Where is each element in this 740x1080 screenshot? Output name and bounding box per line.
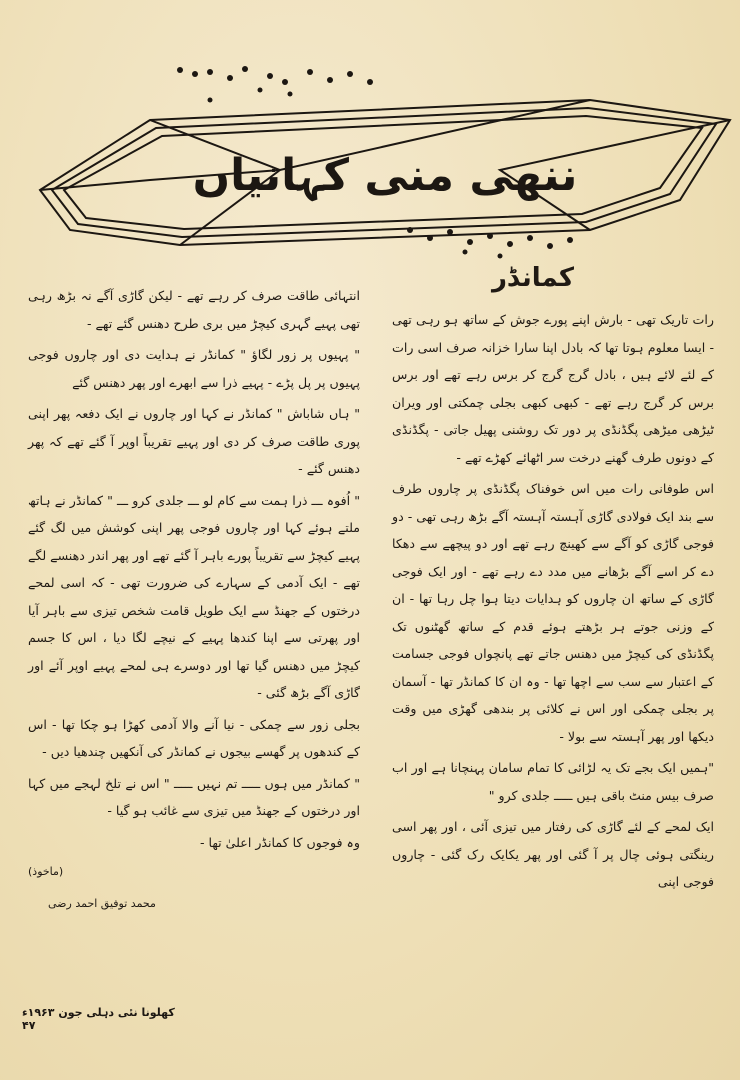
- paragraph: رات تاریک تھی - بارش اپنے پورے جوش کے ساتھ ہو رہی تھی - ایسا معلوم ہوتا تھا کہ بادل اپنا سارا خزانہ صرف اسی رات کے لئے لائے ہیں ، بادل گرج گرج کر برس رہے تھے اور برس برس کر گرج رہے تھے - کبھی کبھی بجلی چمکتی اور ویران ٹیڑھی میڑھی پگڈنڈی پر دور تک روشنی پھیل جاتی - پگڈنڈی کے دونوں طرف گھنے درخت سر اٹھائے کھڑے تھے -: [392, 312, 714, 465]
- page-footer: کھلونا نئی دہلی جون ۱۹۶۳ء ۴۷: [22, 1006, 175, 1032]
- banner-heading: ننھی منی کہانیاں: [192, 150, 578, 201]
- right-column: [392, 258, 714, 896]
- paragraph: " کمانڈر میں ہوں ـــــ تم نہیں ـــــ " اس نے تلخ لہجے میں کہا اور درختوں کے جھنڈ میں تیزی سے غائب ہو گیا -: [28, 775, 360, 818]
- paragraph: انتہائی طاقت صرف کر رہے تھے - لیکن گاڑی آگے نہ بڑھ رہی تھی پہیے گہری کیچڑ میں بری طرح دھنس گئے تھے -: [28, 288, 360, 331]
- paragraph: "ہمیں ایک بجے تک یہ لڑائی کا تمام سامان پہنچانا ہے اور اب صرف بیس منٹ باقی ہیں ـــــ جلدی کرو ": [392, 760, 714, 803]
- left-column: [28, 282, 360, 917]
- title-banner: [30, 60, 740, 260]
- story-title: کمانڈر: [491, 263, 575, 293]
- paragraph: وہ فوجوں کا کمانڈر اعلیٰ تھا -: [199, 834, 360, 850]
- paragraph: ایک لمحے کے لئے گاڑی کی رفتار میں تیزی آئی ، اور پھر اسی رینگتی ہوئی چال پر آ گئی اور پھر یکایک رک گئی - چاروں فوجی اپنی: [392, 819, 714, 889]
- paragraph: " پہیوں پر زور لگاؤ " کمانڈر نے ہدایت دی اور چاروں فوجی پہیوں پر پل پڑے - پہیے ذرا سے ابھرے اور پھر دھنس گئے: [28, 347, 360, 390]
- paragraph: " اُفوہ ـــ ذرا ہمت سے کام لو ـــ جلدی کرو ـــ " کمانڈر نے ہاتھ ملتے ہوئے کہا اور چاروں فوجی پھر اپنی کوشش میں لگ گئے پہیے کیچڑ سے تقریباً پورے باہر آ گئے تھے اور پھر اندر دھنسے لگے تھے - ایک آدمی کے سہارے کی ضرورت تھی - کہ اسی لمحے درختوں کے جھنڈ سے ایک طویل قامت شخص تیزی سے باہر آیا اور پھرتی سے اپنا کندھا پہیے کے نیچے لگا دیا ، اس کا جسم کیچڑ میں دھنس گیا تھا اور دوسرے ہی لمحے پہیے اوپر آئے اور گاڑی آگے بڑھ گئی -: [28, 492, 360, 700]
- paragraph: بجلی زور سے چمکی - نیا آنے والا آدمی کھڑا ہو چکا تھا - اس کے کندھوں پر گھسے بیجوں نے کمانڈر کی آنکھیں چندھیا دیں -: [28, 716, 360, 759]
- source-note: (ماخوذ): [28, 865, 64, 878]
- author-name: محمد توفیق احمد رضی: [48, 896, 156, 910]
- paragraph: " ہاں شاباش " کمانڈر نے کہا اور چاروں نے ایک دفعہ پھر اپنی پوری طاقت صرف کر دی اور پہیے تقریباً اوپر آ گئے تھے کہ پھر دھنس گئے -: [28, 406, 360, 476]
- paragraph: اس طوفانی رات میں اس خوفناک پگڈنڈی پر چاروں طرف سے بند ایک فولادی گاڑی آہستہ آہستہ آگے بڑھ رہی تھی - دو فوجی گاڑی کو آگے سے کھینچ رہے تھے اور دو پیچھے سے دھکا دے کر اسے آگے بڑھانے میں مدد دے رہے تھے - اور ایک فوجی گاڑی کے ساتھ ان چاروں کو ہدایات دیتا ہوا چل رہا تھا - ان کے وزنی جوتے ہر بڑھتے ہوئے قدم کے ساتھ گھٹنوں تک پگڈنڈی کی کیچڑ میں دھنس جاتے تھے پانچواں فوجی جسامت کے اعتبار سے سب سے اچھا تھا - وہ ان کا کمانڈر تھا - آسمان پر بجلی چمکی اور اس نے کلائی پر بندھی گھڑی میں وقت دیکھا اور پھر آہستہ سے بولا -: [392, 481, 714, 744]
